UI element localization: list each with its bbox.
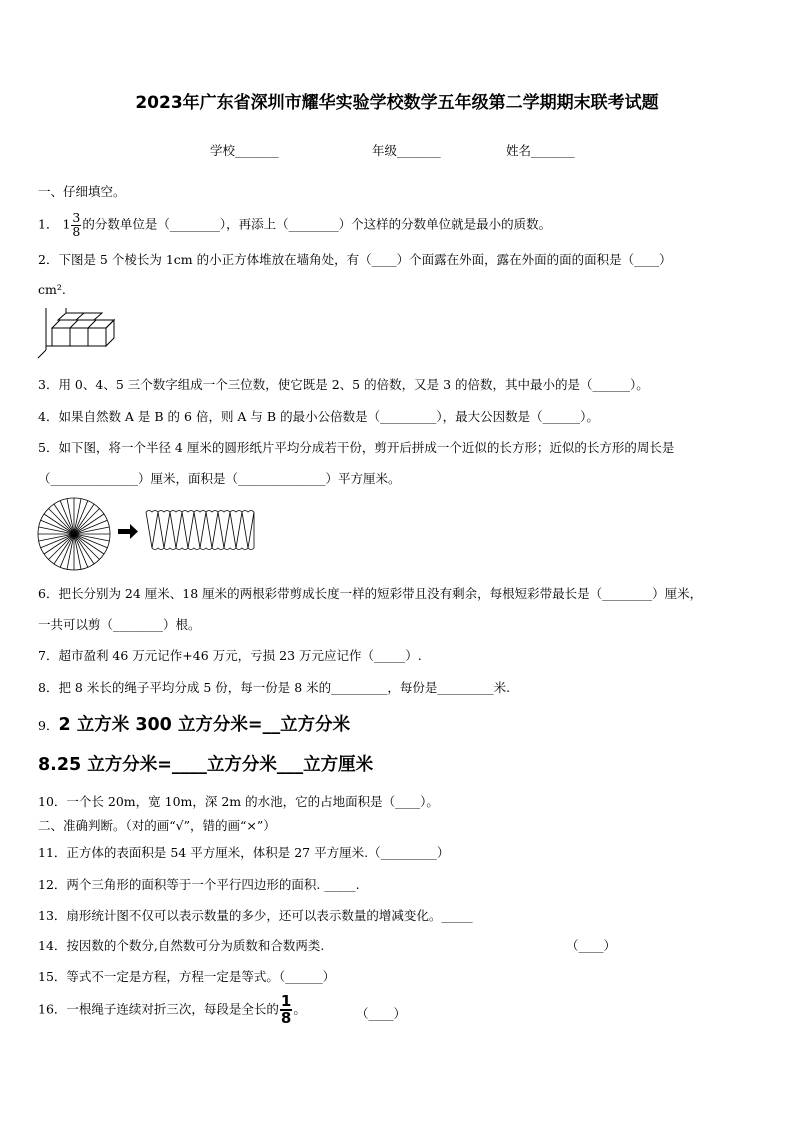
question-6-line-1: 6．把长分别为 24 厘米、18 厘米的两根彩带剪成长度一样的短彩带且没有剩余，每根短彩带最长是（________）厘米， xyxy=(38,586,703,601)
page-title: 2023年广东省深圳市耀华实验学校数学五年级第二学期期末联考试题 xyxy=(135,93,659,113)
question-3: 3．用 0、4、5 三个数字组成一个三位数，使它既是 2、5 的倍数，又是 3 的倍数，其中最小的是（______）。 xyxy=(38,377,649,392)
question-8: 8．把 8 米长的绳子平均分成 5 份，每一份是 8 米的_________，每份是_________米. xyxy=(38,680,511,695)
name-field: 姓名_______ xyxy=(506,143,575,158)
circle-to-rectangle-figure xyxy=(36,496,266,572)
question-12: 12．两个三角形的面积等于一个平行四边形的面积. _____. xyxy=(38,877,360,892)
approximate-rectangle xyxy=(146,511,254,550)
question-1-fraction xyxy=(71,212,81,238)
question-9-number: 9． xyxy=(38,718,59,733)
question-9-line-2: 8.25 立方分米=____立方分米___立方厘米 xyxy=(38,755,374,775)
cube-stack-figure xyxy=(36,306,116,362)
question-5-line-1: 5．如下图，将一个半径 4 厘米的圆形纸片平均分成若干份，剪开后拼成一个近似的长方形；近似的长方形的周长是 xyxy=(38,440,675,455)
fraction-numerator: 3 xyxy=(72,210,81,225)
question-1-text: 的分数单位是（________），再添上（________）个这样的分数单位就是最小的质数。 xyxy=(82,216,552,232)
school-field: 学校_______ xyxy=(210,143,279,158)
question-14-blank: （____） xyxy=(566,938,617,953)
question-1 xyxy=(38,212,551,238)
question-5-line-2: （______________）厘米，面积是（______________）平方厘米。 xyxy=(38,471,401,486)
fraction-denominator: 8 xyxy=(72,223,81,239)
question-16-period: 。 xyxy=(293,1001,306,1017)
question-16-blank: （____） xyxy=(356,1006,407,1021)
right-arrow-icon xyxy=(118,524,138,539)
question-16-fraction xyxy=(280,994,292,1026)
question-10: 10．一个长 20m，宽 10m，深 2m 的水池，它的占地面积是（____）。 xyxy=(38,794,439,809)
fraction-numerator: 1 xyxy=(280,992,292,1010)
question-16-text: 16．一根绳子连续对折三次，每段是全长的 xyxy=(38,1001,279,1017)
question-6-line-2: 一共可以剪（________）根。 xyxy=(38,617,201,632)
grade-field: 年级_______ xyxy=(372,143,441,158)
question-13: 13．扇形统计图不仅可以表示数量的多少，还可以表示数量的增减变化。_____ xyxy=(38,908,473,923)
question-11: 11．正方体的表面积是 54 平方厘米，体积是 27 平方厘米.（_________） xyxy=(38,845,450,860)
question-2-line-2: cm². xyxy=(38,282,66,297)
question-16 xyxy=(38,994,306,1026)
section-one-heading: 一、仔细填空。 xyxy=(38,184,126,199)
question-9-text-1: 2 立方米 300 立方分米=__立方分米 xyxy=(58,715,351,735)
fraction-denominator: 8 xyxy=(280,1009,292,1027)
divided-circle xyxy=(38,498,110,570)
section-two-heading: 二、准确判断。（对的画“√”，错的画“×”） xyxy=(38,818,276,833)
question-2-line-1: 2．下图是 5 个棱长为 1cm 的小正方体堆放在墙角处，有（____）个面露在外面，露在外面的面的面积是（____） xyxy=(38,252,672,267)
question-7: 7．超市盈利 46 万元记作+46 万元，亏损 23 万元应记作（_____）. xyxy=(38,648,422,663)
question-14: 14．按因数的个数分,自然数可分为质数和合数两类. xyxy=(38,938,325,953)
question-1-number: 1． xyxy=(38,216,59,232)
question-1-whole: 1 xyxy=(62,216,71,232)
question-15: 15．等式不一定是方程，方程一定是等式。（______） xyxy=(38,969,336,984)
question-9-line-1 xyxy=(38,711,350,736)
question-4: 4．如果自然数 A 是 B 的 6 倍，则 A 与 B 的最小公倍数是（_________），最大公因数是（______）。 xyxy=(38,409,599,424)
